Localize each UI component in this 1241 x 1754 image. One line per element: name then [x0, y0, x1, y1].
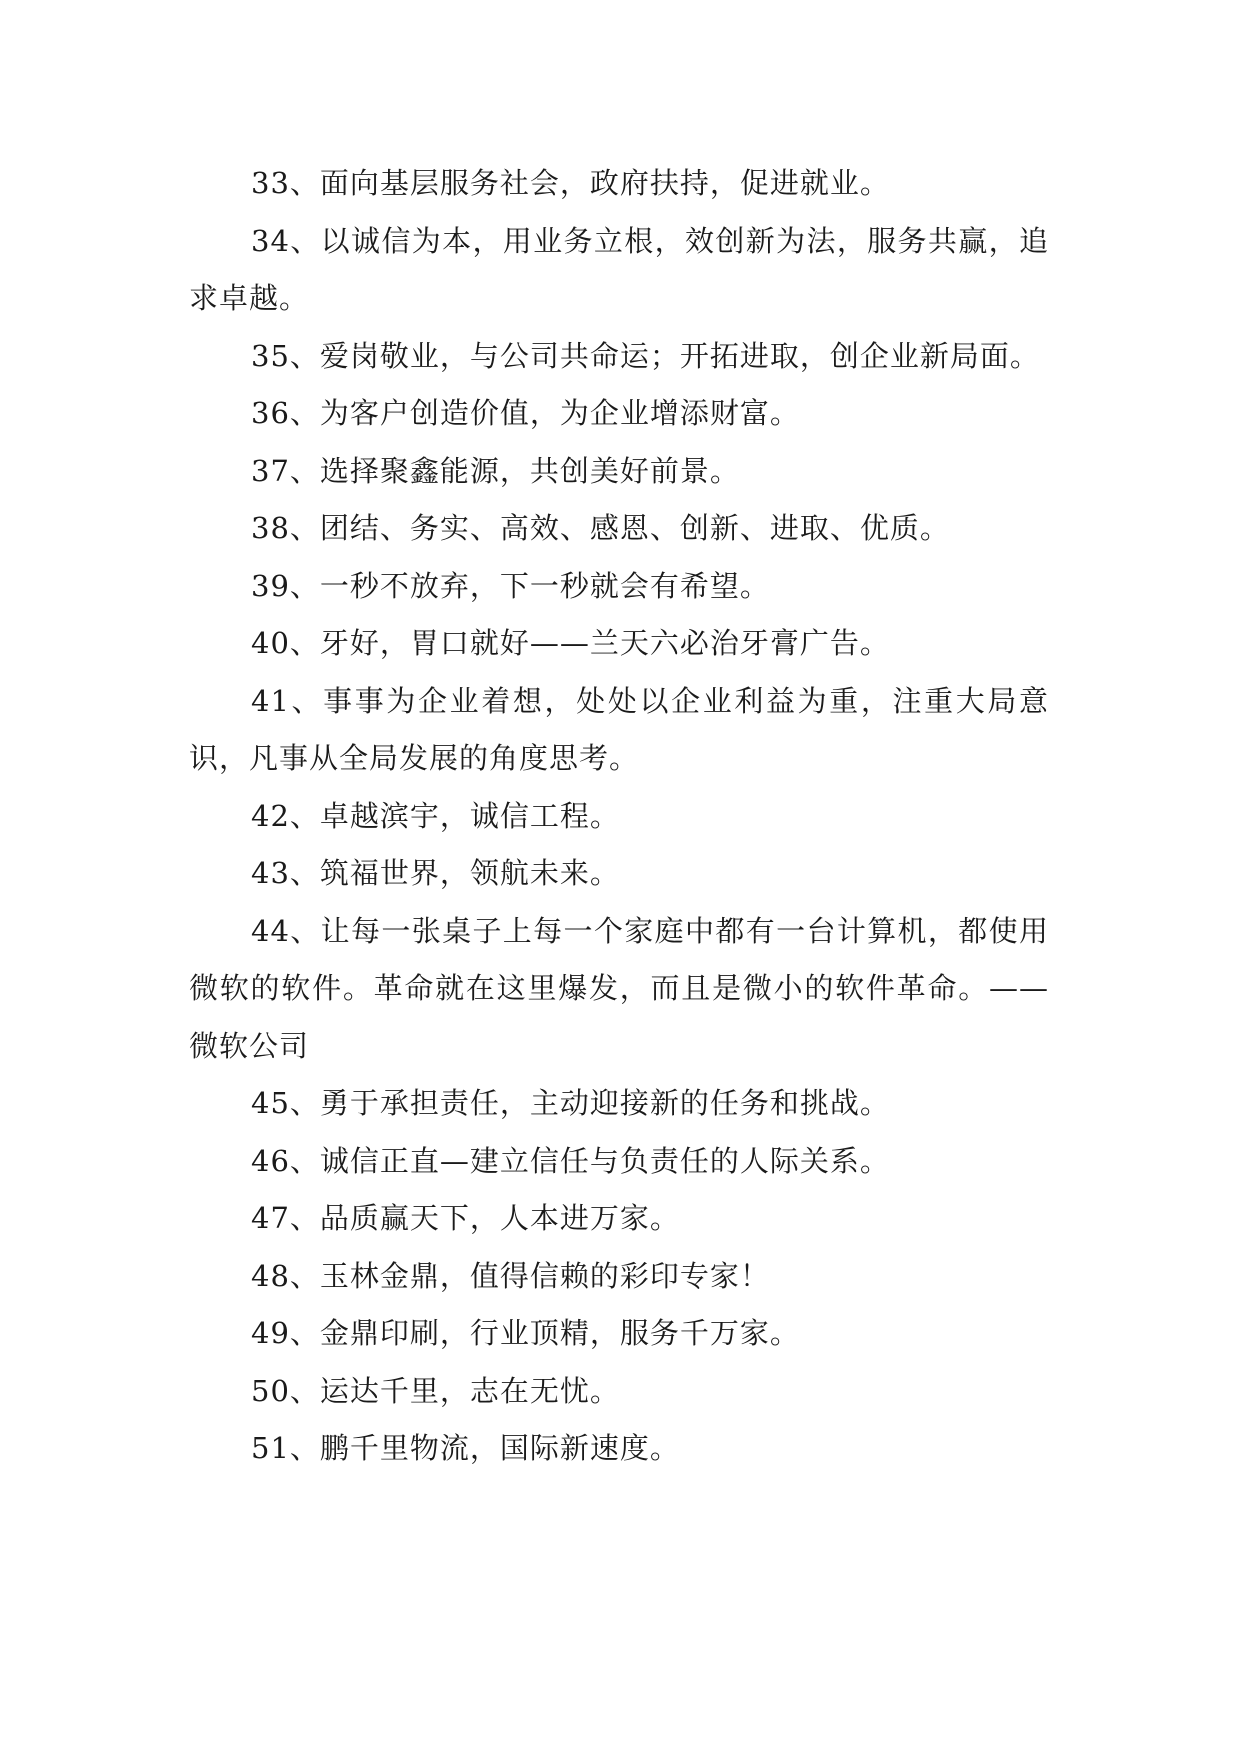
paragraph-40: 40、牙好，胃口就好——兰天六必治牙膏广告。	[251, 626, 890, 660]
paragraph-44: 44、让每一张桌子上每一个家庭中都有一台计算机，都使用微软的软件。革命就在这里爆发，而且是微小的软件革命。——微软公司	[189, 913, 1049, 1063]
paragraph-42: 42、卓越滨宇，诚信工程。	[251, 798, 620, 833]
paragraph-41: 41、事事为企业着想，处处以企业利益为重，注重大局意识，凡事从全局发展的角度思考。	[189, 683, 1049, 775]
paragraph-47: 47、品质赢天下，人本进万家。	[251, 1201, 680, 1235]
paragraph-38: 38、团结、务实、高效、感恩、创新、进取、优质。	[251, 511, 950, 545]
paragraph-45: 45、勇于承担责任，主动迎接新的任务和挑战。	[251, 1086, 890, 1120]
paragraph-48: 48、玉林金鼎，值得信赖的彩印专家！	[251, 1258, 770, 1293]
paragraph-43: 43、筑福世界，领航未来。	[251, 856, 620, 890]
paragraph-51: 51、鹏千里物流，国际新速度。	[251, 1431, 680, 1465]
paragraph-36: 36、为客户创造价值，为企业增添财富。	[251, 396, 800, 430]
paragraph-34: 34、以诚信为本，用业务立根，效创新为法，服务共赢，追求卓越。	[189, 223, 1049, 315]
paragraph-39: 39、一秒不放弃，下一秒就会有希望。	[251, 568, 770, 603]
paragraph-35: 35、爱岗敬业，与公司共命运；开拓进取，创企业新局面。	[251, 338, 1040, 373]
paragraph-50: 50、运达千里，志在无忧。	[251, 1373, 620, 1408]
paragraph-33: 33、面向基层服务社会，政府扶持，促进就业。	[251, 166, 890, 200]
document-body	[189, 155, 1049, 1478]
paragraph-49: 49、金鼎印刷，行业顶精，服务千万家。	[251, 1316, 800, 1350]
paragraph-46: 46、诚信正直—建立信任与负责任的人际关系。	[251, 1143, 890, 1178]
paragraph-37: 37、选择聚鑫能源，共创美好前景。	[251, 453, 740, 488]
